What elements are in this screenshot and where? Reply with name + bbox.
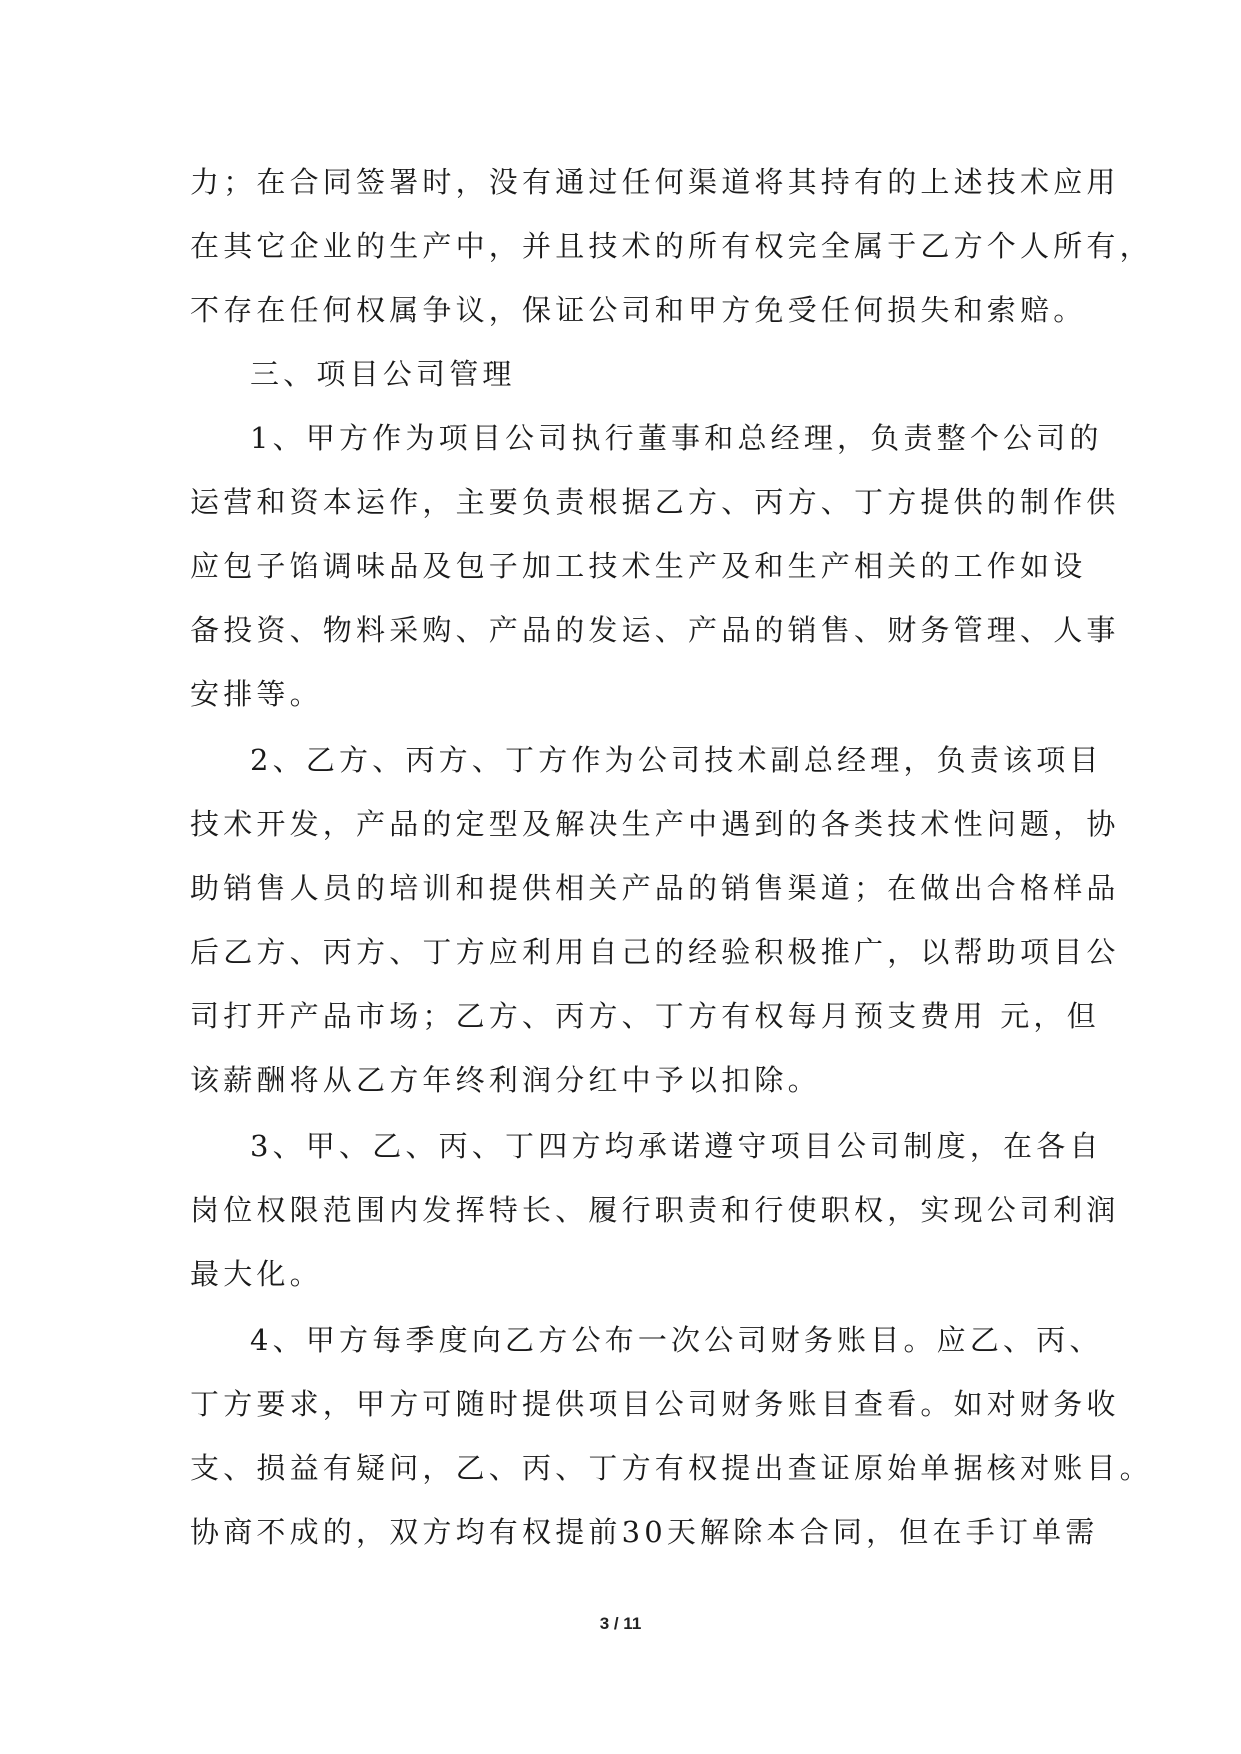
section-heading: 三、项目公司管理	[250, 357, 516, 391]
text-line: 该薪酬将从乙方年终利润分红中予以扣除。	[190, 1063, 821, 1097]
text-line: 安排等。	[190, 677, 323, 711]
text-line: 运营和资本运作，主要负责根据乙方、丙方、丁方提供的制作供	[190, 485, 1120, 519]
text-line: 在其它企业的生产中，并且技术的所有权完全属于乙方个人所有，	[190, 229, 1153, 263]
text-line: 后乙方、丙方、丁方应利用自己的经验积极推广，以帮助项目公	[190, 935, 1120, 969]
text-line: 协商不成的，双方均有权提前30天解除本合同，但在手订单需	[190, 1515, 1099, 1549]
text-line: 应包子馅调味品及包子加工技术生产及和生产相关的工作如设	[190, 549, 1087, 583]
paragraph-first-line: 2、乙方、丙方、丁方作为公司技术副总经理，负责该项目	[250, 743, 1103, 777]
text-line: 司打开产品市场；乙方、丙方、丁方有权每月预支费用 元，但	[190, 999, 1100, 1033]
text-line: 不存在任何权属争议，保证公司和甲方免受任何损失和索赔。	[190, 293, 1087, 327]
page-number: 3 / 11	[599, 1614, 642, 1633]
paragraph-first-line: 1、甲方作为项目公司执行董事和总经理，负责整个公司的	[250, 421, 1103, 455]
text-line: 丁方要求，甲方可随时提供项目公司财务账目查看。如对财务收	[190, 1387, 1120, 1421]
text-line: 支、损益有疑问，乙、丙、丁方有权提出查证原始单据核对账目。	[190, 1451, 1153, 1485]
text-line: 岗位权限范围内发挥特长、履行职责和行使职权，实现公司利润	[190, 1193, 1120, 1227]
paragraph-first-line: 4、甲方每季度向乙方公布一次公司财务账目。应乙、丙、	[250, 1323, 1103, 1357]
text-line: 力；在合同签署时，没有通过任何渠道将其持有的上述技术应用	[190, 165, 1120, 199]
text-line: 技术开发，产品的定型及解决生产中遇到的各类技术性问题，协	[190, 807, 1120, 841]
text-line: 最大化。	[190, 1257, 323, 1291]
text-line: 助销售人员的培训和提供相关产品的销售渠道；在做出合格样品	[190, 871, 1120, 905]
paragraph-first-line: 3、甲、乙、丙、丁四方均承诺遵守项目公司制度，在各自	[250, 1129, 1103, 1163]
text-line: 备投资、物料采购、产品的发运、产品的销售、财务管理、人事	[190, 613, 1120, 647]
